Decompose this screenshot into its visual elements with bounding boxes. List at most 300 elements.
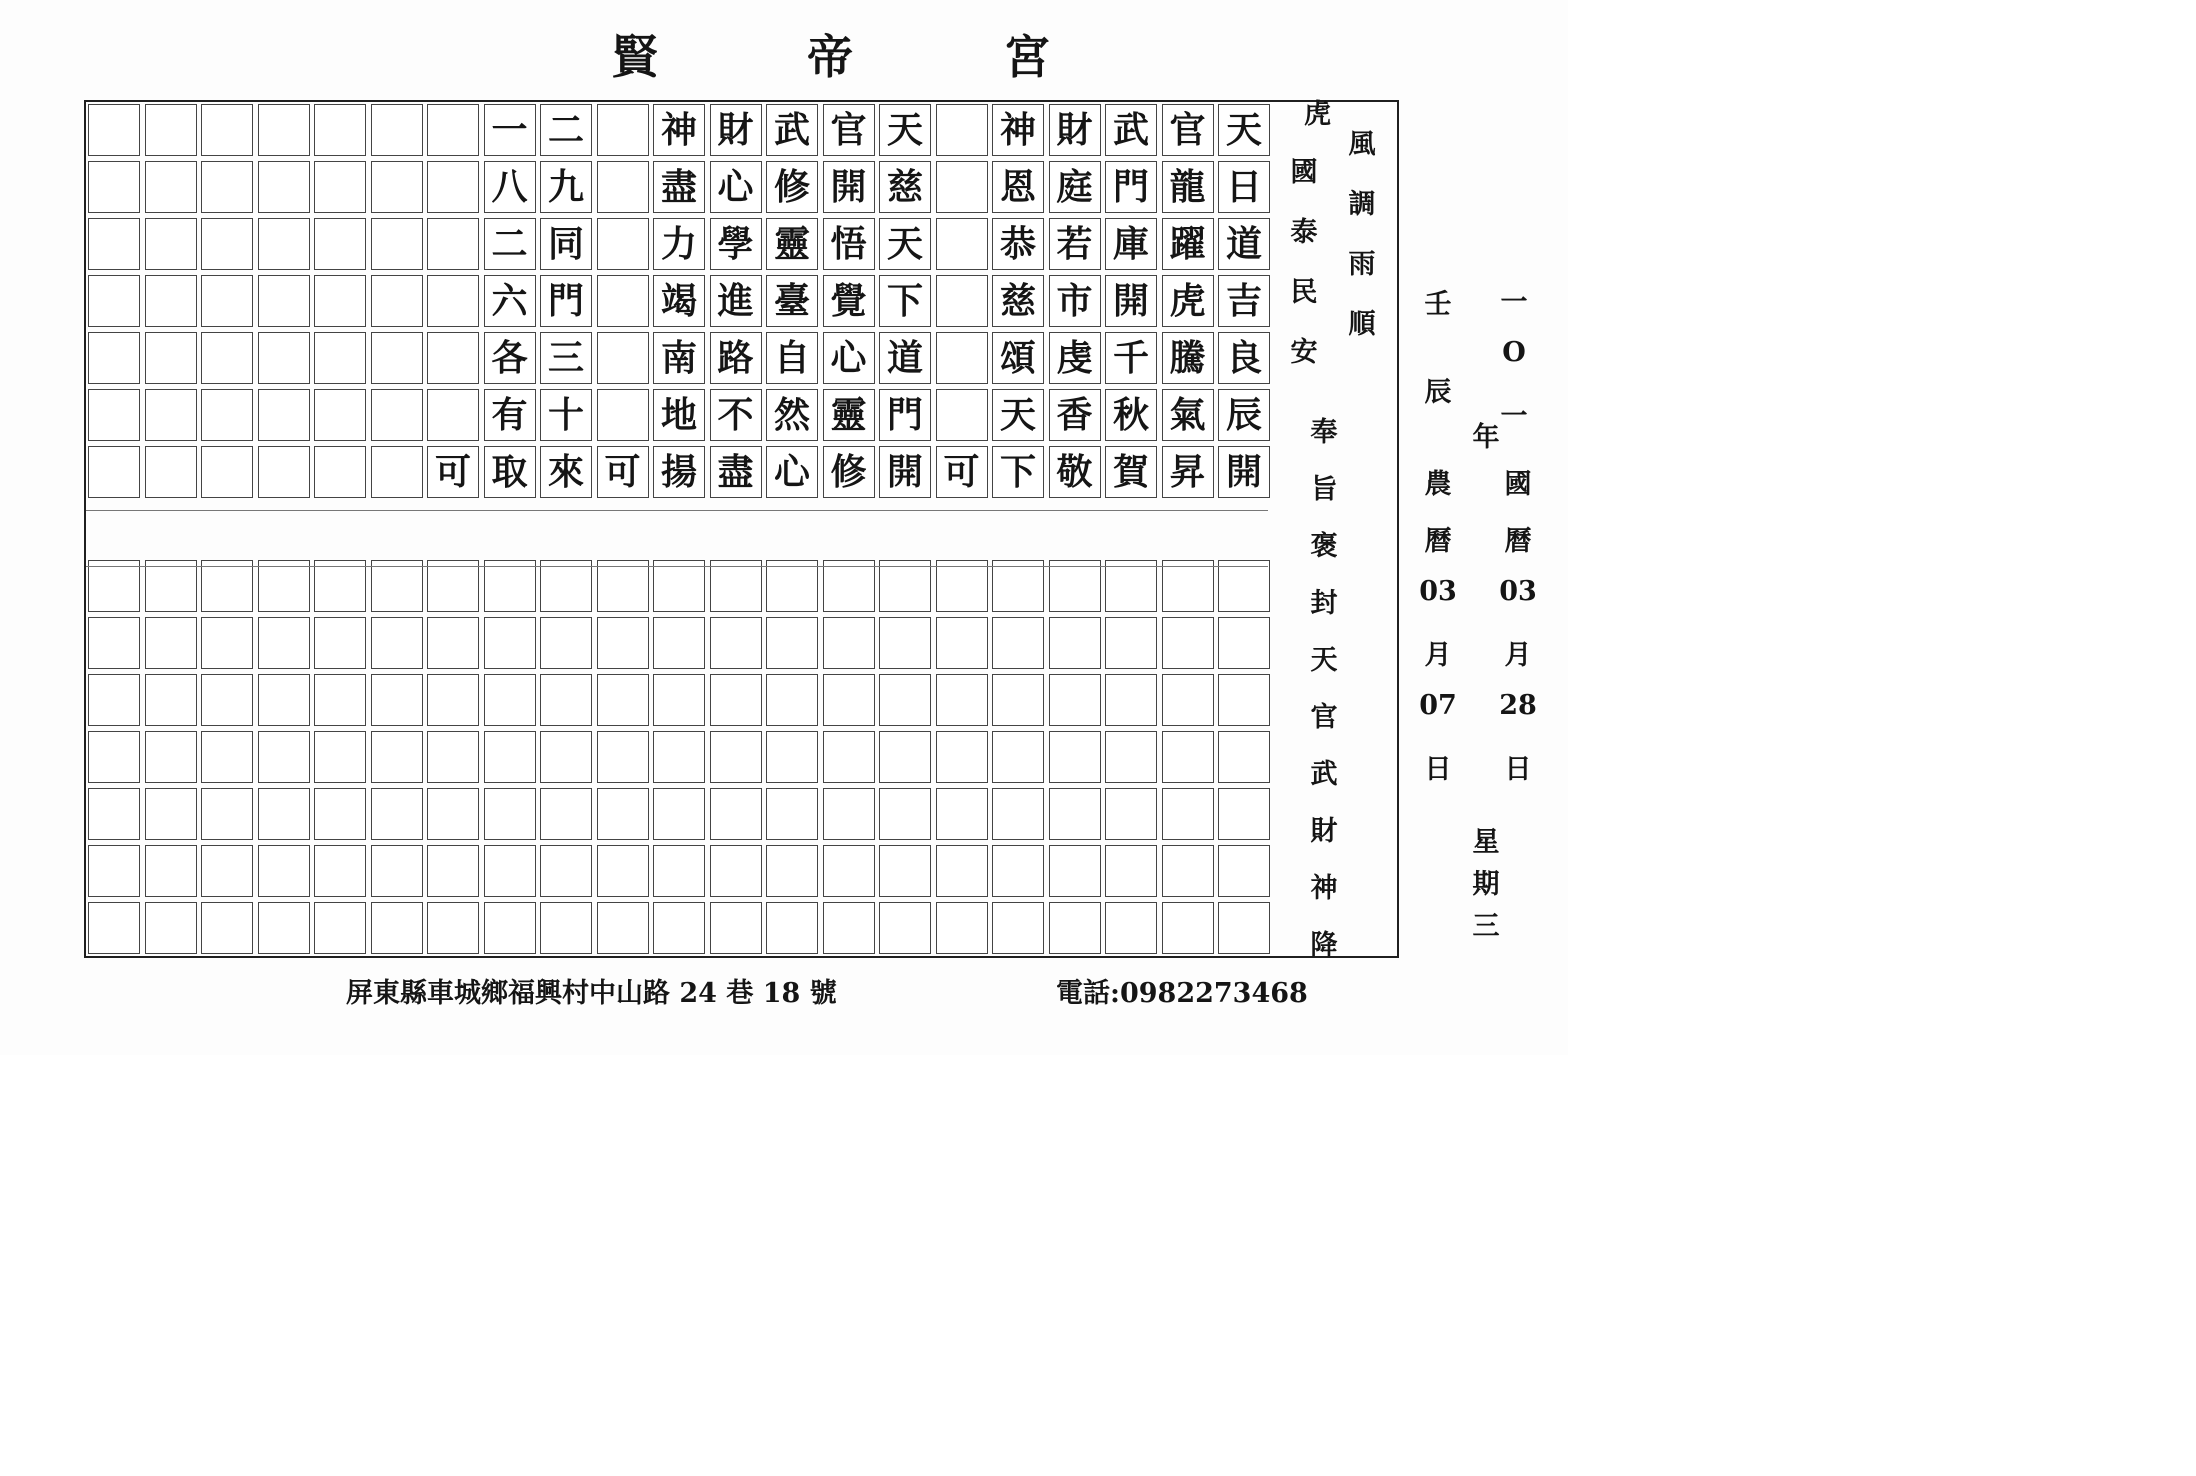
grid-cell — [484, 788, 536, 840]
grid-cell — [371, 731, 423, 783]
grid-cell — [936, 845, 988, 897]
grid-cell — [145, 788, 197, 840]
blessing-left-column — [1284, 92, 1331, 390]
ganzhi-column — [1418, 282, 1458, 427]
couplet-char: 氣 — [1162, 389, 1214, 441]
couplet-char: 恭 — [992, 218, 1044, 270]
grid-cell — [201, 788, 253, 840]
grid-cell — [258, 674, 310, 726]
grid-cell — [371, 389, 423, 441]
couplet-char: 心 — [710, 161, 762, 213]
couplet-char: 天 — [992, 389, 1044, 441]
grid-cell — [823, 845, 875, 897]
couplet-char: 同 — [540, 218, 592, 270]
grid-cell — [597, 617, 649, 669]
grid-cell — [371, 218, 423, 270]
grid-cell — [88, 332, 140, 384]
blessing-char: 風 — [1348, 129, 1376, 160]
date-char: 月 — [1504, 640, 1532, 671]
decree-char: 官 — [1310, 702, 1338, 733]
grid-cell — [145, 617, 197, 669]
grid-cell — [371, 617, 423, 669]
decree-char: 降 — [1310, 930, 1338, 961]
grid-cell — [371, 845, 423, 897]
grid-cell — [427, 104, 479, 156]
grid-cell — [145, 332, 197, 384]
grid-cell — [992, 617, 1044, 669]
grid-cell — [766, 617, 818, 669]
grid-cell — [823, 788, 875, 840]
couplet-char: 下 — [992, 446, 1044, 498]
couplet-char: 開 — [879, 446, 931, 498]
grid-cell — [1049, 617, 1101, 669]
grid-cell — [1049, 674, 1101, 726]
grid-cell — [1105, 845, 1157, 897]
couplet-char: 躍 — [1162, 218, 1214, 270]
date-char: 星 — [1472, 827, 1500, 858]
grid-cell — [1218, 617, 1270, 669]
grid-cell — [314, 218, 366, 270]
couplet-char: 慈 — [879, 161, 931, 213]
date-char: 03 — [1499, 576, 1537, 607]
grid-cell — [1162, 845, 1214, 897]
grid-cell — [145, 674, 197, 726]
grid-cell — [201, 617, 253, 669]
date-char: 日 — [1424, 754, 1452, 785]
grid-cell — [1049, 731, 1101, 783]
decree-char: 褒 — [1310, 531, 1338, 562]
grid-cell — [371, 674, 423, 726]
gregorian-date-column — [1498, 462, 1538, 804]
couplet-char: 心 — [766, 446, 818, 498]
couplet-char: 秋 — [1105, 389, 1157, 441]
grid-cell — [484, 845, 536, 897]
date-char: 期 — [1472, 869, 1500, 900]
temple-address: 屏東縣車城鄉福興村中山路 24 巷 18 號 — [346, 978, 837, 1009]
couplet-char: 天 — [879, 104, 931, 156]
grid-cell — [936, 788, 988, 840]
couplet-char: 自 — [766, 332, 818, 384]
grid-cell — [314, 731, 366, 783]
grid-cell — [823, 560, 875, 612]
couplet-char: 三 — [540, 332, 592, 384]
blessing-char: 雨 — [1348, 249, 1376, 280]
grid-cell — [88, 902, 140, 954]
grid-cell — [1162, 731, 1214, 783]
grid-cell — [766, 674, 818, 726]
couplet-char: 庭 — [1049, 161, 1101, 213]
couplet-char: 昇 — [1162, 446, 1214, 498]
grid-cell — [145, 218, 197, 270]
grid-cell — [879, 845, 931, 897]
grid-cell — [879, 560, 931, 612]
grid-cell — [201, 389, 253, 441]
couplet-char: 龍 — [1162, 161, 1214, 213]
couplet-char: 市 — [1049, 275, 1101, 327]
couplet-char: 各 — [484, 332, 536, 384]
grid-cell — [314, 446, 366, 498]
grid-cell — [201, 902, 253, 954]
grid-cell — [201, 218, 253, 270]
grid-cell — [1162, 902, 1214, 954]
grid-cell — [88, 788, 140, 840]
grid-cell — [653, 560, 705, 612]
couplet-char: 香 — [1049, 389, 1101, 441]
decree-char: 神 — [1310, 873, 1338, 904]
grid-cell — [992, 788, 1044, 840]
grid-cell — [314, 560, 366, 612]
grid-cell — [258, 446, 310, 498]
grid-cell — [314, 104, 366, 156]
couplet-char: 可 — [936, 446, 988, 498]
grid-cell — [427, 617, 479, 669]
grid-cell — [597, 332, 649, 384]
couplet-char: 修 — [766, 161, 818, 213]
couplet-char: 地 — [653, 389, 705, 441]
grid-cell — [1218, 902, 1270, 954]
grid-cell — [597, 560, 649, 612]
grid-cell — [653, 902, 705, 954]
grid-cell — [258, 731, 310, 783]
couplet-char: 一 — [484, 104, 536, 156]
grid-cell — [597, 161, 649, 213]
grid-cell — [992, 902, 1044, 954]
temple-phone: 電話:0982273468 — [1056, 978, 1308, 1009]
couplet-char: 道 — [1218, 218, 1270, 270]
couplet-char: 靈 — [823, 389, 875, 441]
couplet-char: 六 — [484, 275, 536, 327]
grid-cell — [653, 731, 705, 783]
couplet-char: 天 — [879, 218, 931, 270]
grid-cell — [371, 560, 423, 612]
lunar-date-column — [1418, 462, 1458, 804]
grid-cell — [145, 731, 197, 783]
grid-cell — [314, 902, 366, 954]
couplet-char: 庫 — [1105, 218, 1157, 270]
grid-cell — [766, 560, 818, 612]
grid-cell — [992, 674, 1044, 726]
grid-cell — [427, 218, 479, 270]
grid-cell — [314, 788, 366, 840]
blessing-char: 國 — [1290, 157, 1318, 188]
date-char: O — [1502, 337, 1526, 368]
grid-cell — [145, 446, 197, 498]
grid-cell — [1162, 788, 1214, 840]
grid-cell — [371, 788, 423, 840]
grid-cell — [540, 617, 592, 669]
grid-cell — [201, 560, 253, 612]
couplet-char: 進 — [710, 275, 762, 327]
grid-cell — [88, 845, 140, 897]
couplet-char: 力 — [653, 218, 705, 270]
couplet-char: 天 — [1218, 104, 1270, 156]
grid-cell — [766, 788, 818, 840]
grid-cell — [427, 332, 479, 384]
year-suffix — [1466, 415, 1506, 465]
couplet-char: 神 — [992, 104, 1044, 156]
couplet-char: 九 — [540, 161, 592, 213]
grid-cell — [427, 560, 479, 612]
couplet-char: 八 — [484, 161, 536, 213]
decree-char: 奉 — [1310, 417, 1338, 448]
date-char: 年 — [1472, 422, 1500, 453]
page-title-char-1: 賢 — [612, 30, 658, 84]
grid-cell — [88, 389, 140, 441]
grid-cell — [1162, 674, 1214, 726]
couplet-char: 臺 — [766, 275, 818, 327]
grid-cell — [484, 731, 536, 783]
grid-cell — [258, 275, 310, 327]
grid-cell — [258, 617, 310, 669]
grid-cell — [540, 788, 592, 840]
grid-cell — [88, 446, 140, 498]
grid-cell — [766, 845, 818, 897]
grid-cell — [1105, 617, 1157, 669]
date-char: 曆 — [1504, 526, 1532, 557]
grid-cell — [371, 161, 423, 213]
grid-cell — [371, 275, 423, 327]
grid-cell — [1049, 902, 1101, 954]
grid-cell — [314, 161, 366, 213]
grid-cell — [201, 275, 253, 327]
couplet-char: 開 — [1105, 275, 1157, 327]
couplet-char: 修 — [823, 446, 875, 498]
grid-cell — [766, 902, 818, 954]
grid-cell — [936, 275, 988, 327]
date-char: 日 — [1504, 754, 1532, 785]
grid-cell — [371, 332, 423, 384]
grid-cell — [258, 788, 310, 840]
grid-cell — [1105, 788, 1157, 840]
grid-cell — [597, 788, 649, 840]
grid-cell — [1162, 617, 1214, 669]
couplet-char: 武 — [1105, 104, 1157, 156]
grid-cell — [258, 560, 310, 612]
grid-cell — [823, 674, 875, 726]
decree-char: 旨 — [1310, 474, 1338, 505]
grid-cell — [710, 617, 762, 669]
couplet-char: 日 — [1218, 161, 1270, 213]
grid-cell — [1218, 674, 1270, 726]
couplet-char: 來 — [540, 446, 592, 498]
grid-cell — [88, 218, 140, 270]
grid-cell — [1162, 560, 1214, 612]
grid-cell — [314, 332, 366, 384]
grid-cell — [201, 731, 253, 783]
grid-cell — [540, 902, 592, 954]
couplet-char: 揚 — [653, 446, 705, 498]
date-char: 月 — [1424, 640, 1452, 671]
couplet-char: 騰 — [1162, 332, 1214, 384]
decree-column — [1304, 410, 1344, 980]
grid-cell — [1105, 560, 1157, 612]
date-char: 07 — [1419, 690, 1457, 721]
grid-cell — [201, 446, 253, 498]
couplet-char: 學 — [710, 218, 762, 270]
grid-cell — [992, 731, 1044, 783]
grid-cell — [258, 218, 310, 270]
grid-cell — [879, 731, 931, 783]
decree-char: 封 — [1310, 588, 1338, 619]
grid-cell — [88, 731, 140, 783]
grid-cell — [653, 788, 705, 840]
grid-cell — [1049, 788, 1101, 840]
grid-cell — [936, 104, 988, 156]
grid-cell — [936, 902, 988, 954]
page-title-char-3: 宮 — [1004, 30, 1050, 84]
date-char: 03 — [1419, 576, 1457, 607]
couplet-char: 官 — [1162, 104, 1214, 156]
grid-cell — [201, 674, 253, 726]
grid-cell — [484, 674, 536, 726]
couplet-char: 然 — [766, 389, 818, 441]
grid-cell — [936, 218, 988, 270]
date-char: 壬 — [1424, 289, 1452, 320]
blessing-right-column — [1342, 122, 1382, 362]
grid-cell — [145, 845, 197, 897]
couplet-char: 門 — [540, 275, 592, 327]
couplet-char: 神 — [653, 104, 705, 156]
grid-cell — [314, 389, 366, 441]
grid-cell — [823, 902, 875, 954]
grid-cell — [145, 161, 197, 213]
grid-cell — [597, 104, 649, 156]
date-char: 一 — [1500, 287, 1528, 318]
grid-cell — [710, 731, 762, 783]
grid-cell — [710, 674, 762, 726]
couplet-char: 盡 — [710, 446, 762, 498]
couplet-char: 虔 — [1049, 332, 1101, 384]
grid-cell — [879, 788, 931, 840]
grid-cell — [145, 104, 197, 156]
couplet-char: 恩 — [992, 161, 1044, 213]
grid-cell — [1218, 788, 1270, 840]
couplet-char: 可 — [427, 446, 479, 498]
grid-cell — [88, 104, 140, 156]
couplet-char: 財 — [710, 104, 762, 156]
date-char: 辰 — [1424, 377, 1452, 408]
decree-char: 財 — [1310, 816, 1338, 847]
couplet-char: 辰 — [1218, 389, 1270, 441]
grid-cell — [710, 902, 762, 954]
grid-cell — [597, 902, 649, 954]
grid-cell — [201, 104, 253, 156]
grid-cell — [540, 845, 592, 897]
grid-cell — [427, 731, 479, 783]
grid-cell — [258, 104, 310, 156]
grid-cell — [88, 161, 140, 213]
grid-cell — [1049, 845, 1101, 897]
couplet-char: 門 — [879, 389, 931, 441]
grid-cell — [88, 275, 140, 327]
date-char: 三 — [1472, 911, 1500, 942]
grid-cell — [936, 332, 988, 384]
couplet-char: 十 — [540, 389, 592, 441]
grid-cell — [427, 389, 479, 441]
grid-cell — [710, 845, 762, 897]
couplet-char: 覺 — [823, 275, 875, 327]
couplet-char: 開 — [823, 161, 875, 213]
blessing-char: 安 — [1290, 337, 1318, 368]
couplet-char: 南 — [653, 332, 705, 384]
grid-cell — [1049, 560, 1101, 612]
grid-cell — [936, 161, 988, 213]
grid-cell — [540, 674, 592, 726]
grid-cell — [710, 788, 762, 840]
writing-grid — [84, 99, 1399, 961]
grid-cell — [427, 161, 479, 213]
grid-cell — [936, 617, 988, 669]
page-title-char-2: 帝 — [807, 30, 853, 84]
grid-cell — [427, 845, 479, 897]
grid-cell — [258, 332, 310, 384]
grid-cell — [314, 845, 366, 897]
grid-cell — [540, 731, 592, 783]
couplet-char: 靈 — [766, 218, 818, 270]
grid-cell — [1105, 902, 1157, 954]
couplet-char: 二 — [484, 218, 536, 270]
grid-cell — [653, 617, 705, 669]
grid-cell — [1105, 674, 1157, 726]
grid-cell — [427, 788, 479, 840]
grid-cell — [1105, 731, 1157, 783]
couplet-char: 開 — [1218, 446, 1270, 498]
grid-cell — [879, 902, 931, 954]
grid-cell — [314, 674, 366, 726]
grid-cell — [653, 674, 705, 726]
grid-cell — [597, 275, 649, 327]
couplet-char: 悟 — [823, 218, 875, 270]
couplet-char: 不 — [710, 389, 762, 441]
grid-cell — [258, 161, 310, 213]
couplet-char: 路 — [710, 332, 762, 384]
couplet-char: 官 — [823, 104, 875, 156]
decree-char: 天 — [1310, 645, 1338, 676]
couplet-char: 道 — [879, 332, 931, 384]
couplet-char: 千 — [1105, 332, 1157, 384]
couplet-char: 虎 — [1162, 275, 1214, 327]
grid-cell — [597, 389, 649, 441]
blessing-char: 泰 — [1290, 217, 1318, 248]
grid-cell — [597, 218, 649, 270]
blessing-char: 調 — [1348, 189, 1376, 220]
grid-cell — [258, 845, 310, 897]
grid-cell — [258, 902, 310, 954]
grid-cell — [936, 389, 988, 441]
grid-cell — [936, 560, 988, 612]
couplet-char: 賀 — [1105, 446, 1157, 498]
grid-cell — [1218, 845, 1270, 897]
grid-cell — [371, 446, 423, 498]
date-char: 農 — [1424, 469, 1452, 500]
couplet-char: 慈 — [992, 275, 1044, 327]
date-char: 28 — [1499, 690, 1537, 721]
grid-cell — [936, 674, 988, 726]
couplet-char: 可 — [597, 446, 649, 498]
grid-cell — [88, 617, 140, 669]
blessing-char: 虎 — [1304, 99, 1331, 130]
decree-char: 武 — [1310, 759, 1338, 790]
grid-cell — [992, 560, 1044, 612]
date-char: 一 — [1500, 401, 1528, 432]
divider-band — [86, 510, 1268, 567]
grid-cell — [145, 560, 197, 612]
couplet-char: 良 — [1218, 332, 1270, 384]
couplet-char: 二 — [540, 104, 592, 156]
couplet-char: 武 — [766, 104, 818, 156]
blessing-char: 順 — [1348, 309, 1376, 340]
grid-cell — [597, 845, 649, 897]
